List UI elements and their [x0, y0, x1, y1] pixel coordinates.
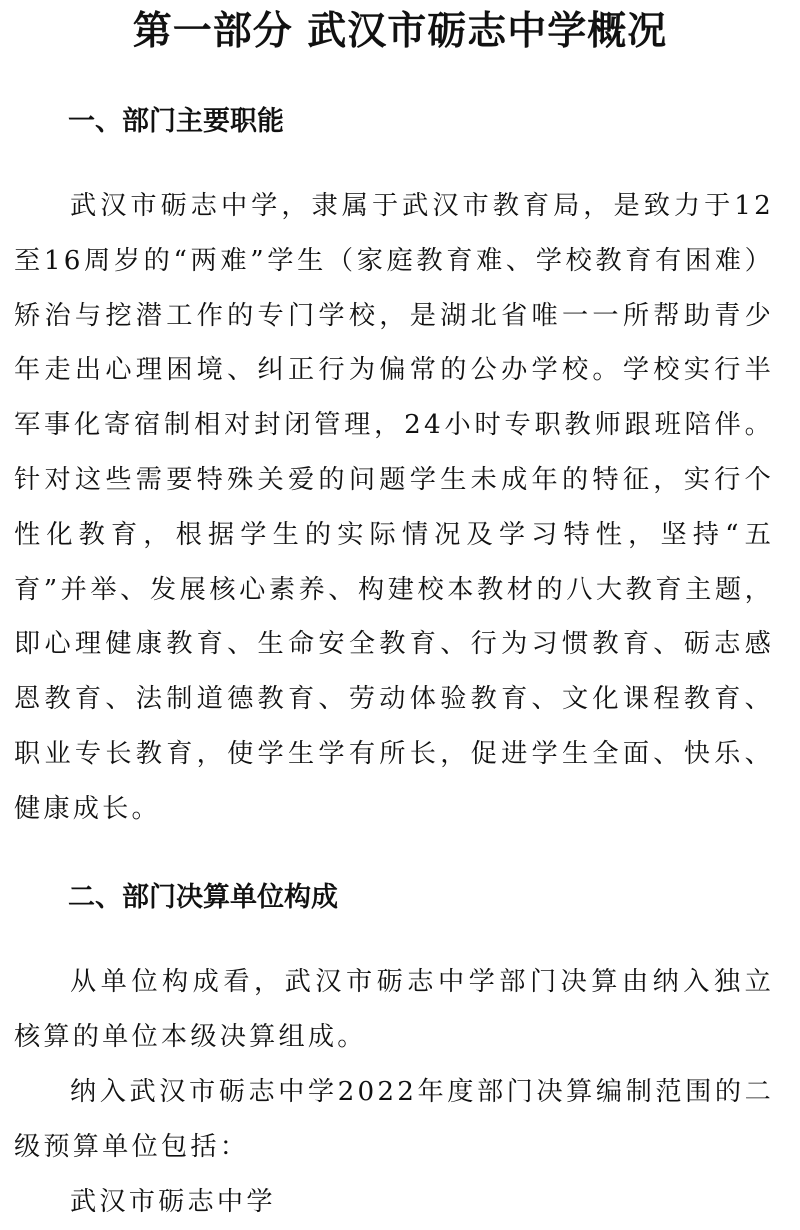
section-heading-main-functions: 一、部门主要职能: [68, 106, 284, 137]
page-title: 第一部分 武汉市砺志中学概况: [132, 9, 668, 54]
unit-composition-paragraph: 从单位构成看，武汉市砺志中学部门决算由纳入独立核算的单位本级决算组成。: [14, 967, 774, 1052]
main-functions-paragraph: 武汉市砺志中学，隶属于武汉市教育局，是致力于12至16周岁的“两难”学生（家庭教育难、学校教育有困难）矫治与挖潜工作的专门学校，是湖北省唯一一所帮助青少年走出心理困境、纠正行为偏常的公办学校。学校实行半军事化寄宿制相对封闭管理，24小时专职教师跟班陪伴。针对这些需要特殊关爱的问题学生未成年的特征，实行个性化教育，根据学生的实际情况及学习特性，坚持“五育”并举、发展核心素养、构建校本教材的八大教育主题，即心理健康教育、生命安全教育、行为习惯教育、砺志感恩教育、法制道德教育、劳动体验教育、文化课程教育、职业专长教育，使学生学有所长，促进学生全面、快乐、健康成长。: [14, 191, 774, 824]
secondary-unit-name: 武汉市砺志中学: [70, 1187, 276, 1217]
section-heading-unit-composition: 二、部门决算单位构成: [68, 882, 338, 913]
budget-scope-paragraph: 纳入武汉市砺志中学2022年度部门决算编制范围的二级预算单位包括：: [14, 1077, 774, 1162]
